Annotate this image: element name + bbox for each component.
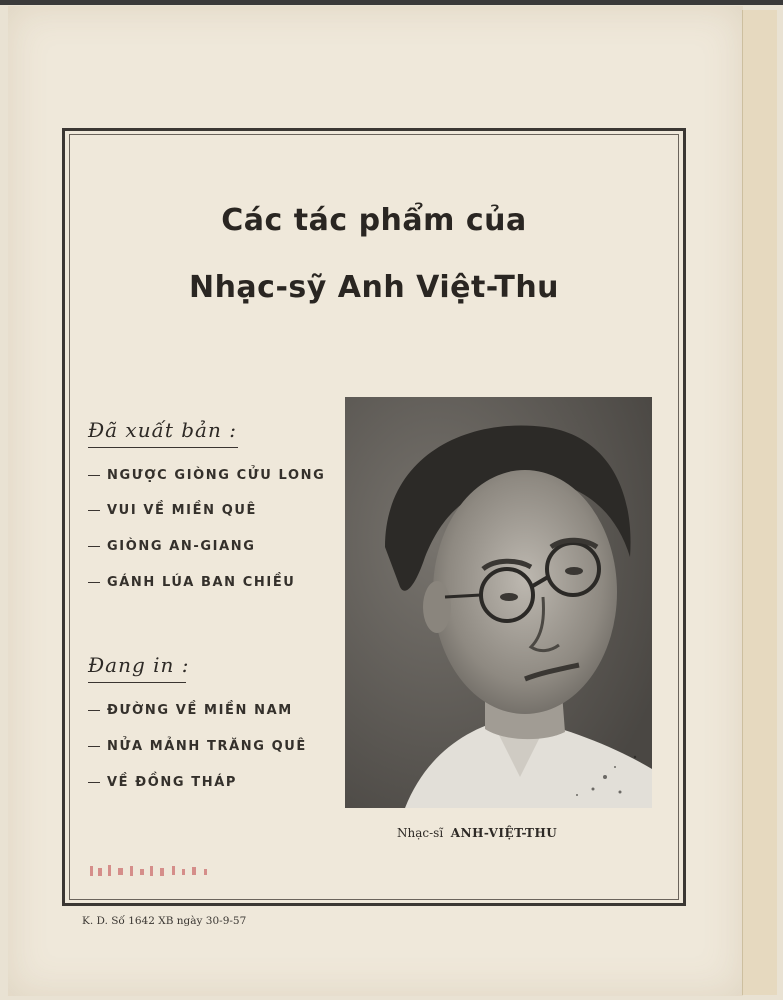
page-title: Các tác phẩm của [221, 203, 527, 238]
printing-heading-text: Đang in : [88, 653, 190, 677]
published-item-2: VUI VỀ MIỀN QUÊ [107, 503, 257, 518]
list-item [88, 503, 257, 518]
printing-item-2: NỬA MẢNH TRĂNG QUÊ [107, 739, 307, 754]
published-heading [88, 418, 237, 442]
dash-mark [88, 510, 100, 511]
published-item-4: GÁNH LÚA BAN CHIỀU [107, 575, 296, 590]
list-item [88, 703, 293, 718]
caption-prefix: Nhạc-sĩ [397, 826, 444, 840]
list-item [88, 739, 307, 754]
printing-item-1: ĐƯỜNG VỀ MIỀN NAM [107, 703, 293, 718]
printing-heading [88, 653, 189, 677]
printing-item-3: VỀ ĐỒNG THÁP [107, 775, 238, 790]
page-edge-strip [742, 10, 777, 995]
list-item [88, 775, 237, 790]
list-item [88, 575, 295, 590]
published-item-3: GIÒNG AN-GIANG [107, 539, 256, 554]
portrait-image [345, 397, 652, 808]
heading-underline [88, 682, 186, 683]
dash-mark [88, 582, 100, 583]
dash-mark [88, 546, 100, 547]
scan-top-edge [0, 0, 783, 5]
dash-mark [88, 475, 100, 476]
license-number: K. D. Số 1642 XB ngày 30-9-57 [82, 915, 247, 927]
list-item [88, 539, 256, 554]
red-stamp-mark [88, 860, 238, 882]
dash-mark [88, 746, 100, 747]
list-item [88, 468, 325, 483]
published-item-1: NGƯỢC GIÒNG CỬU LONG [107, 468, 326, 483]
composer-title: Nhạc-sỹ Anh Việt-Thu [188, 270, 560, 305]
photo-caption [397, 826, 557, 840]
dash-mark [88, 782, 100, 783]
dash-mark [88, 710, 100, 711]
published-heading-text: Đã xuất bản : [88, 418, 237, 442]
heading-underline [88, 447, 238, 448]
caption-name: ANH-VIỆT-THU [450, 826, 558, 840]
composer-portrait [345, 397, 652, 808]
